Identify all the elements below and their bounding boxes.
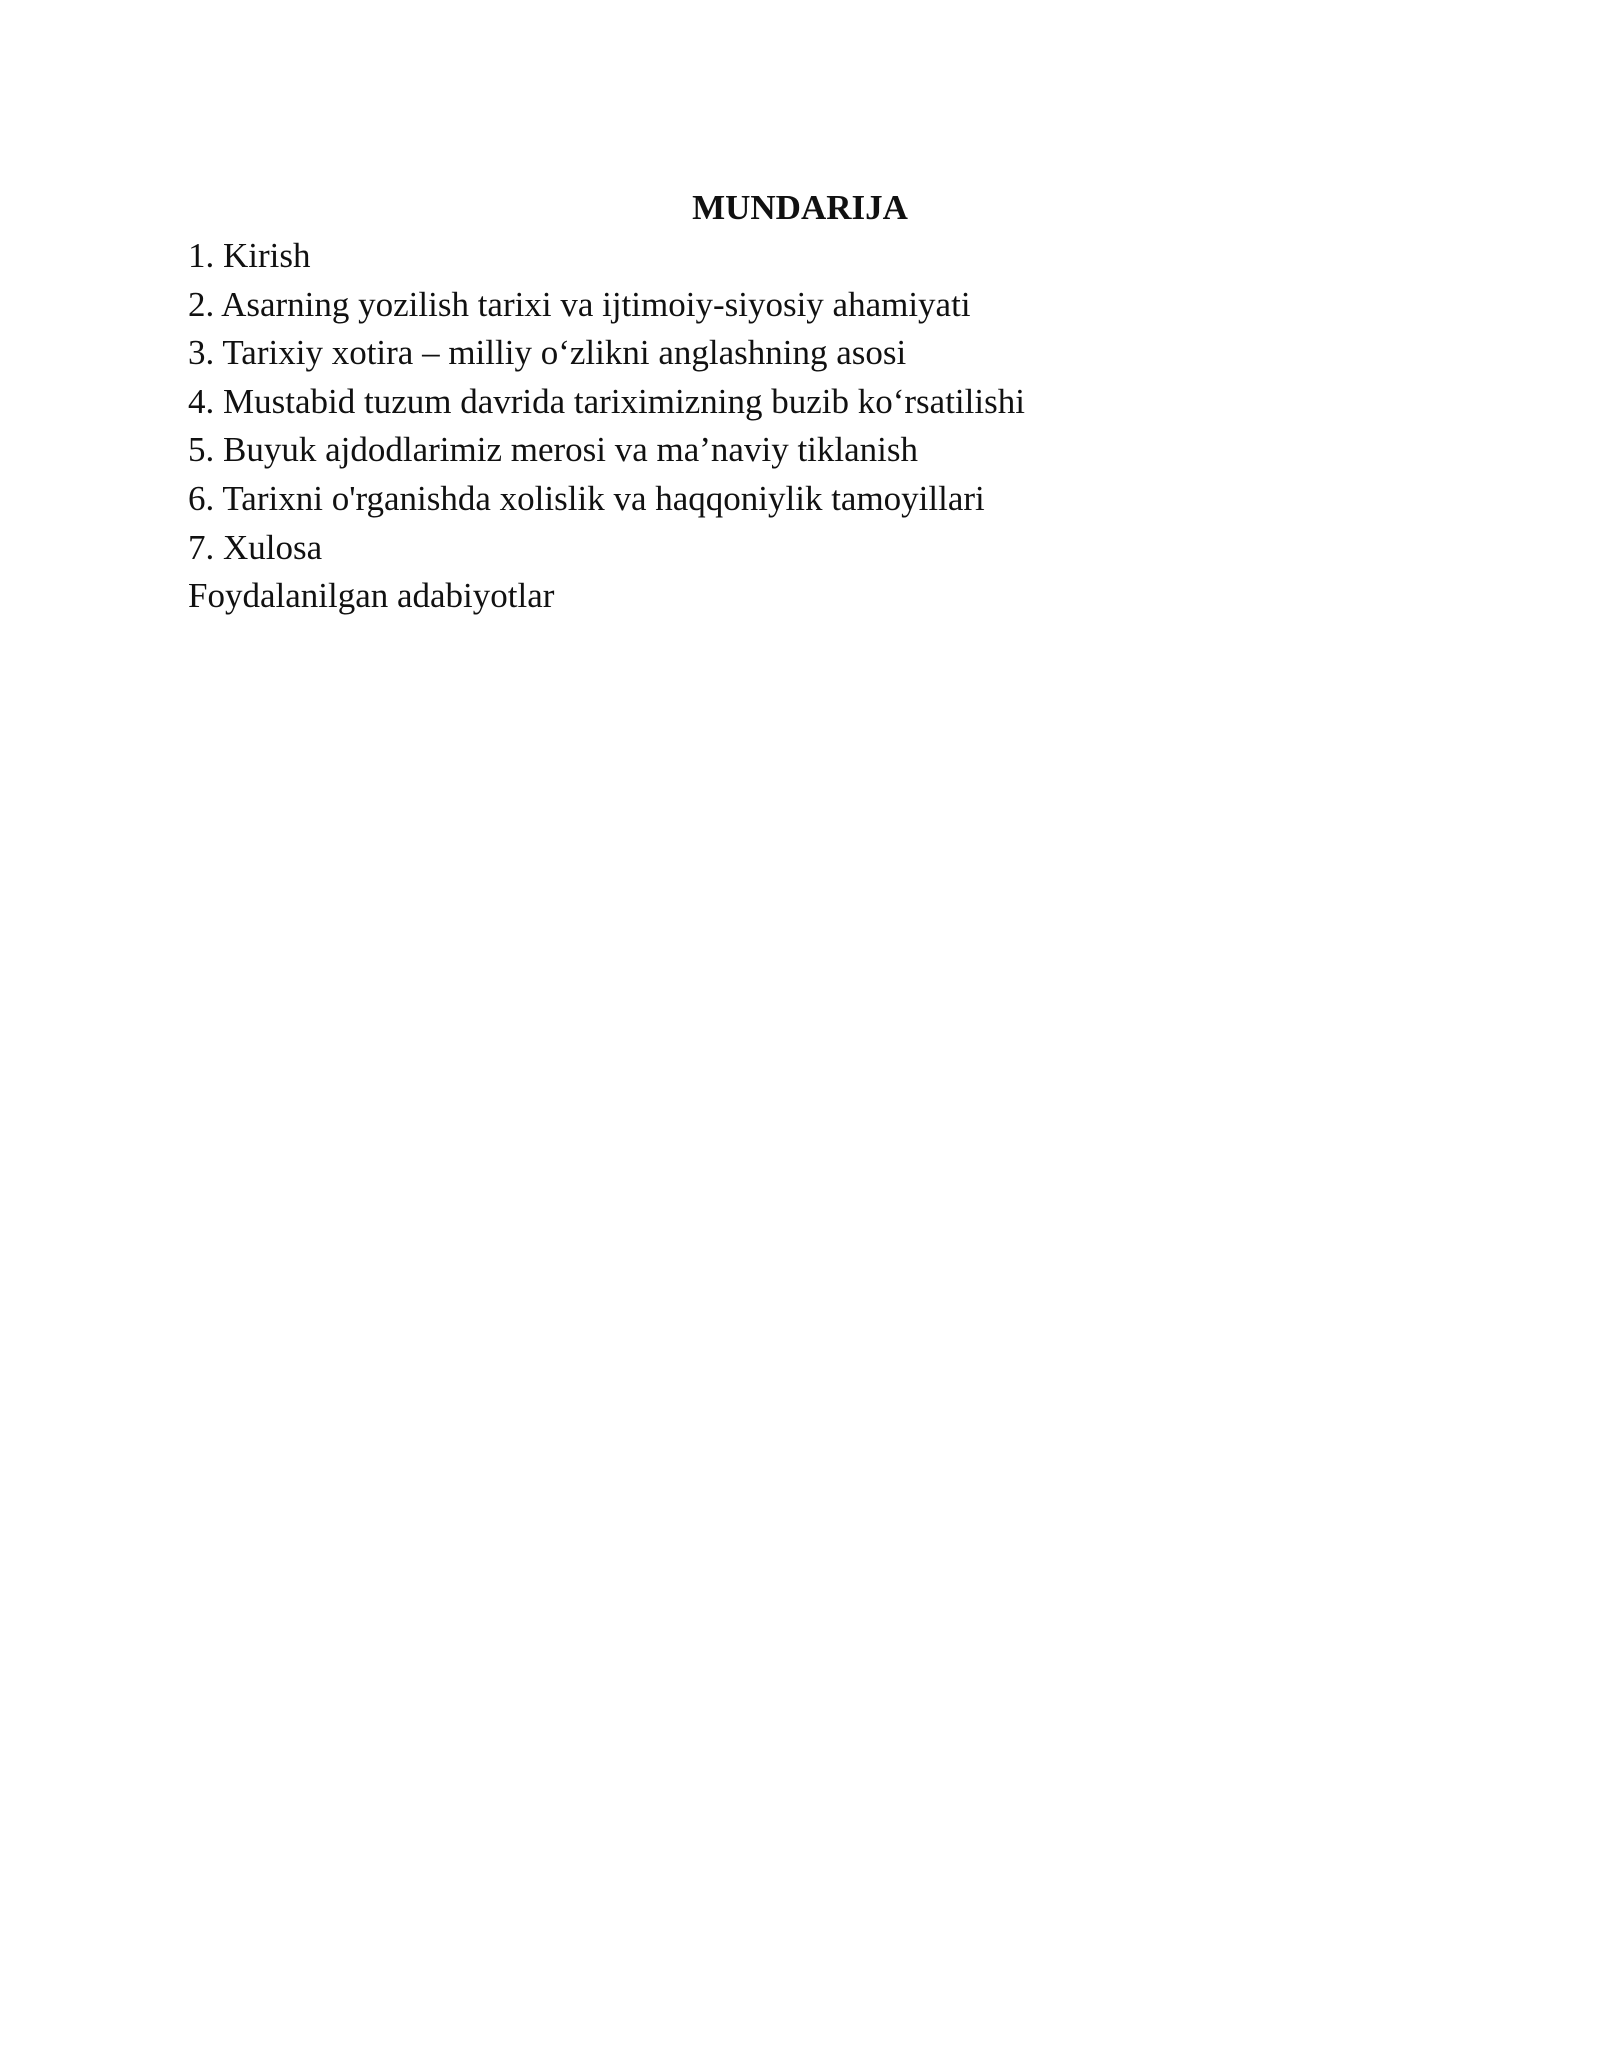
- toc-item-kirish: 1. Kirish: [188, 236, 311, 275]
- toc-item-xulosa: 7. Xulosa: [188, 527, 323, 567]
- table-of-contents: [188, 184, 1412, 621]
- toc-item-mustabid-tuzum: 4. Mustabid tuzum davrida tariximizning buzib ko‘rsatilishi: [188, 381, 1025, 421]
- toc-list: [188, 232, 1412, 621]
- toc-item-xolislik: 6. Tarixni o'rganishda xolislik va haqqoniylik tamoyillari: [188, 478, 985, 518]
- toc-item-tarixiy-xotira: 3. Tarixiy xotira – milliy o‘zlikni anglashning asosi: [188, 333, 907, 373]
- toc-item-asar-tarixi: 2. Asarning yozilish tarixi va ijtimoiy-siyosiy ahamiyati: [188, 284, 971, 324]
- toc-item-ajdodlar-merosi: 5. Buyuk ajdodlarimiz merosi va ma’naviy tiklanish: [188, 430, 918, 470]
- page-title: MUNDARIJA: [692, 188, 908, 227]
- toc-item-adabiyotlar: Foydalanilgan adabiyotlar: [188, 576, 555, 616]
